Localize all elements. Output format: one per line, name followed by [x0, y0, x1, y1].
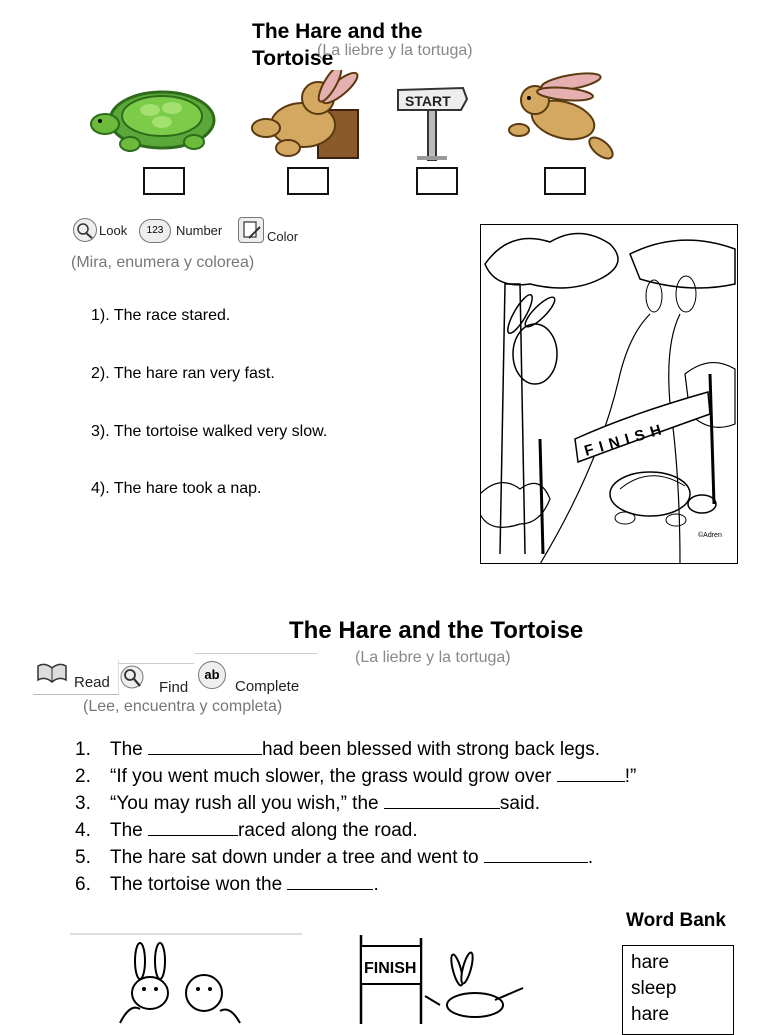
word-bank: [622, 945, 734, 1035]
tortoise-picture: [90, 80, 230, 155]
book-icon: [35, 660, 69, 684]
start-sign-picture: [395, 82, 470, 162]
word-bank-item: hare: [631, 1004, 670, 1025]
finish-line-picture: [355, 930, 530, 1024]
coloring-scene: [480, 224, 738, 564]
find-label: Find: [159, 679, 189, 696]
number-box-sleeping-hare[interactable]: [287, 167, 329, 195]
word-bank-title: Word Bank: [626, 910, 726, 931]
number-box-running-hare[interactable]: [544, 167, 586, 195]
list-item: 1. The had been blessed with strong back legs.: [75, 736, 636, 763]
instruction-translation: (Mira, enumera y colorea): [71, 254, 255, 271]
sleeping-hare-picture: [248, 70, 368, 160]
list-item: 2. “If you went much slower, the grass would grow over !”: [75, 763, 636, 790]
number-label: Number: [176, 223, 223, 238]
start-sign-text: START: [405, 93, 451, 109]
answer-blank[interactable]: [148, 817, 238, 836]
sentence-1: 1). The race stared.: [91, 307, 231, 324]
list-item: 4. The raced along the road.: [75, 817, 636, 844]
page-title: The Hare and the Tortoise: [252, 20, 423, 70]
magnifier-icon: [118, 664, 148, 694]
hare-and-tortoise-friends-picture: [70, 933, 302, 1024]
word-bank-item: hare: [631, 952, 670, 973]
answer-blank[interactable]: [384, 790, 500, 809]
list-item: 6. The tortoise won the .: [75, 871, 636, 898]
color-label: Color: [267, 229, 299, 244]
read-tool: [33, 660, 119, 695]
color-icon: [238, 217, 264, 243]
find-tool: [118, 663, 194, 698]
finish-sign-text: FINISH: [364, 960, 417, 977]
list-item: 3. “You may rush all you wish,” the said.: [75, 790, 636, 817]
finish-banner-text: FINISH: [582, 420, 669, 460]
word-bank-item: sleep: [631, 978, 677, 999]
answer-blank[interactable]: [484, 844, 588, 863]
number-icon: 123: [139, 219, 171, 243]
section-title: The Hare and the Tortoise: [289, 617, 584, 644]
look-label: Look: [99, 223, 128, 238]
read-label: Read: [74, 674, 110, 691]
ab-icon: ab: [198, 661, 226, 689]
sentence-4: 4). The hare took a nap.: [91, 480, 262, 497]
jumping-hare-picture: [505, 70, 620, 165]
illustrator-signature: ©Adren: [698, 532, 722, 539]
answer-blank[interactable]: [557, 763, 625, 782]
section-subtitle: (La liebre y la tortuga): [355, 649, 511, 666]
instruction-translation-2: (Lee, encuentra y completa): [83, 698, 283, 715]
number-box-tortoise[interactable]: [143, 167, 185, 195]
look-icon: [73, 218, 97, 242]
number-box-start[interactable]: [416, 167, 458, 195]
sentence-2: 2). The hare ran very fast.: [91, 365, 275, 382]
answer-blank[interactable]: [287, 871, 373, 890]
sentence-3: 3). The tortoise walked very slow.: [91, 423, 328, 440]
list-item: 5. The hare sat down under a tree and went to .: [75, 844, 636, 871]
page-subtitle: (La liebre y la tortuga): [317, 42, 473, 59]
complete-label: Complete: [235, 678, 300, 695]
fill-in-list: [75, 736, 636, 898]
complete-tool: [195, 653, 317, 694]
answer-blank[interactable]: [148, 736, 262, 755]
